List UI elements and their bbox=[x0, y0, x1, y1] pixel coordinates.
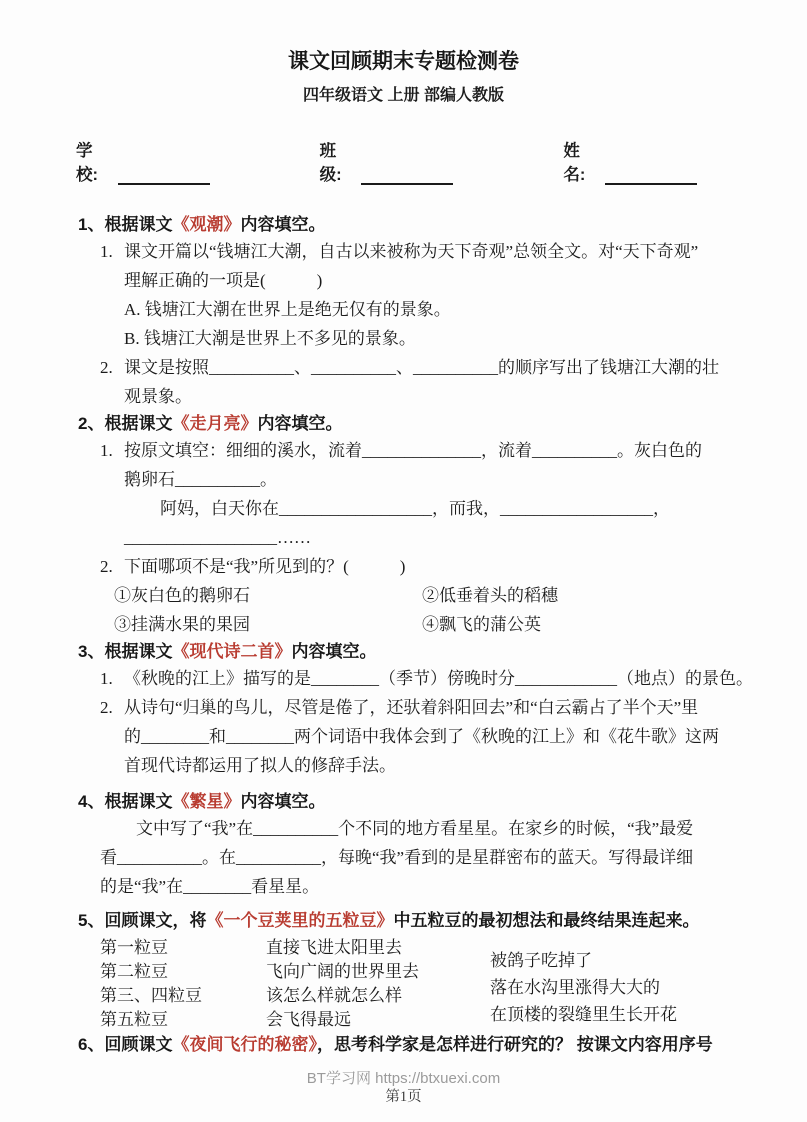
q2-item1-line3: 阿妈，白天你在__________________，而我，__________________， bbox=[160, 499, 670, 518]
school-blank-line bbox=[118, 167, 210, 185]
q2-item2 bbox=[100, 552, 777, 581]
q1-item2-line1: 课文是按照__________、__________、__________的顺序写出了钱塘江大潮的壮 bbox=[124, 358, 719, 377]
section-2-number: 2、 bbox=[78, 414, 105, 433]
school-field bbox=[76, 137, 210, 185]
section-4 bbox=[78, 789, 777, 901]
q1-item2-line2: 观景象。 bbox=[124, 387, 192, 406]
section-6-heading bbox=[78, 1032, 777, 1057]
q3-item2-number: 2. bbox=[100, 698, 113, 717]
q3-item1-line1: 《秋晚的江上》描写的是________（季节）傍晚时分____________（地点）的景色。 bbox=[124, 669, 753, 688]
q1-optionB: B. 钱塘江大潮是世界上不多见的景象。 bbox=[124, 329, 416, 348]
section-6-post: ，思考科学家是怎样进行研究的？ 按课文内容用序号 bbox=[316, 1035, 713, 1054]
section-3 bbox=[78, 639, 777, 780]
book-title-yejianfeixing: 《夜间飞行的秘密》 bbox=[172, 1035, 317, 1054]
q5-wish-1: 直接飞进太阳里去 bbox=[266, 938, 402, 957]
section-1-number: 1、 bbox=[78, 215, 105, 234]
q3-item2 bbox=[100, 693, 777, 780]
section-1 bbox=[78, 212, 777, 411]
q5-result-list bbox=[490, 936, 677, 1032]
q5-wish-2: 飞向广阔的世界里去 bbox=[266, 962, 419, 981]
q3-item1-number: 1. bbox=[100, 669, 113, 688]
section-6-pre: 回顾课文 bbox=[104, 1035, 173, 1054]
name-field bbox=[563, 137, 697, 185]
page-footer bbox=[0, 1070, 807, 1106]
q5-wish-list bbox=[266, 936, 490, 1032]
section-4-pre: 根据课文 bbox=[104, 792, 173, 811]
section-2-pre: 根据课文 bbox=[104, 414, 173, 433]
q5-result-3: 在顶楼的裂缝里生长开花 bbox=[490, 1005, 677, 1024]
book-title-guanchao: 《观潮》 bbox=[172, 215, 241, 234]
q3-item1 bbox=[100, 664, 777, 693]
document-title: 课文回顾期末专题检测卷 bbox=[288, 50, 519, 73]
q4-paragraph bbox=[100, 814, 777, 901]
q1-item2 bbox=[100, 353, 777, 411]
section-3-post: 内容填空。 bbox=[291, 642, 377, 661]
q2-item1-line2: 鹅卵石__________。 bbox=[124, 470, 277, 489]
q2-item1-line1: 按原文填空：细细的溪水，流着______________，流着__________。灰白色的 bbox=[124, 441, 702, 460]
section-2-post: 内容填空。 bbox=[257, 414, 343, 433]
section-5-post: 中五粒豆的最初想法和最终结果连起来。 bbox=[393, 911, 700, 930]
q5-wish-3: 该怎么样就怎么样 bbox=[266, 986, 402, 1005]
q3-item2-line1: 从诗句“归巢的鸟儿，尽管是倦了，还驮着斜阳回去”和“白云霸占了半个天”里 bbox=[124, 698, 699, 717]
q1-optionA: A. 钱塘江大潮在世界上是绝无仅有的景象。 bbox=[124, 300, 451, 319]
page-number: 第1页 bbox=[385, 1089, 422, 1105]
questions-area bbox=[78, 212, 777, 1057]
name-label: 姓名: bbox=[563, 142, 586, 184]
q2-item1-line4: __________________…… bbox=[124, 528, 311, 547]
q4-line1: 文中写了“我”在__________个不同的地方看星星。在家乡的时候，“我”最爱 bbox=[136, 819, 694, 838]
q5-bean-2: 第二粒豆 bbox=[100, 962, 168, 981]
q2-option-4: ④飘飞的蒲公英 bbox=[422, 615, 541, 634]
section-5-pre: 回顾课文，将 bbox=[104, 911, 207, 930]
section-3-number: 3、 bbox=[78, 642, 105, 661]
q4-line3: 的是“我”在________看星星。 bbox=[100, 877, 320, 896]
section-3-pre: 根据课文 bbox=[104, 642, 173, 661]
student-info-row bbox=[76, 137, 807, 185]
section-2-heading bbox=[78, 411, 777, 436]
q2-option-3: ③挂满水果的果园 bbox=[114, 615, 250, 634]
class-label: 班级: bbox=[319, 142, 342, 184]
q5-bean-list bbox=[100, 936, 266, 1032]
section-6-number: 6、 bbox=[78, 1035, 105, 1054]
q1-item1 bbox=[100, 237, 777, 353]
q5-matching-exercise bbox=[100, 936, 777, 1032]
q3-item2-line2: 的________和________两个词语中我体会到了《秋晚的江上》和《花牛歌》这两 bbox=[124, 727, 719, 746]
q2-options bbox=[114, 581, 777, 639]
q2-option-2: ②低垂着头的稻穗 bbox=[422, 586, 558, 605]
section-3-heading bbox=[78, 639, 777, 664]
q2-item2-number: 2. bbox=[100, 557, 113, 576]
q5-bean-1: 第一粒豆 bbox=[100, 938, 168, 957]
q2-item2-line1: 下面哪项不是“我”所见到的？( ) bbox=[124, 557, 406, 576]
q5-result-2: 落在水沟里涨得大大的 bbox=[490, 978, 660, 997]
q2-option-1: ①灰白色的鹅卵石 bbox=[114, 586, 250, 605]
q1-item1-line1: 课文开篇以“钱塘江大潮，自古以来被称为天下奇观”总领全文。对“天下奇观” bbox=[124, 242, 699, 261]
section-6 bbox=[78, 1032, 777, 1057]
book-title-fanxing: 《繁星》 bbox=[172, 792, 241, 811]
book-title-xiandaishi: 《现代诗二首》 bbox=[172, 642, 292, 661]
section-5 bbox=[78, 908, 777, 1032]
class-field bbox=[320, 137, 454, 185]
book-title-wulidou: 《一个豆荚里的五粒豆》 bbox=[206, 911, 394, 930]
q2-item1 bbox=[100, 436, 777, 552]
section-1-heading bbox=[78, 212, 777, 237]
class-blank-line bbox=[361, 167, 453, 185]
watermark-site-text: BT学习网 https://btxuexi.com bbox=[306, 1070, 501, 1087]
q5-result-1: 被鸽子吃掉了 bbox=[490, 951, 592, 970]
q1-item1-line2: 理解正确的一项是( ) bbox=[124, 271, 323, 290]
school-label: 学校: bbox=[76, 142, 98, 184]
q5-wish-4: 会飞得最远 bbox=[266, 1010, 351, 1029]
q5-bean-4: 第五粒豆 bbox=[100, 1010, 168, 1029]
document-subtitle: 四年级语文 上册 部编人教版 bbox=[303, 87, 504, 104]
section-5-heading bbox=[78, 908, 777, 933]
section-4-heading bbox=[78, 789, 777, 814]
section-2 bbox=[78, 411, 777, 639]
q3-item2-line3: 首现代诗都运用了拟人的修辞手法。 bbox=[124, 756, 396, 775]
section-1-pre: 根据课文 bbox=[104, 215, 173, 234]
book-title-zouyueliang: 《走月亮》 bbox=[172, 414, 258, 433]
q4-line2: 看__________。在__________，每晚“我”看到的是星群密布的蓝天。写得最详细 bbox=[100, 848, 694, 867]
q1-item2-number: 2. bbox=[100, 358, 113, 377]
q2-item1-number: 1. bbox=[100, 441, 113, 460]
q1-item1-number: 1. bbox=[100, 242, 113, 261]
name-blank-line bbox=[605, 167, 697, 185]
section-4-number: 4、 bbox=[78, 792, 105, 811]
q5-bean-3: 第三、四粒豆 bbox=[100, 986, 202, 1005]
section-1-post: 内容填空。 bbox=[240, 215, 326, 234]
section-5-number: 5、 bbox=[78, 911, 105, 930]
section-4-post: 内容填空。 bbox=[240, 792, 326, 811]
